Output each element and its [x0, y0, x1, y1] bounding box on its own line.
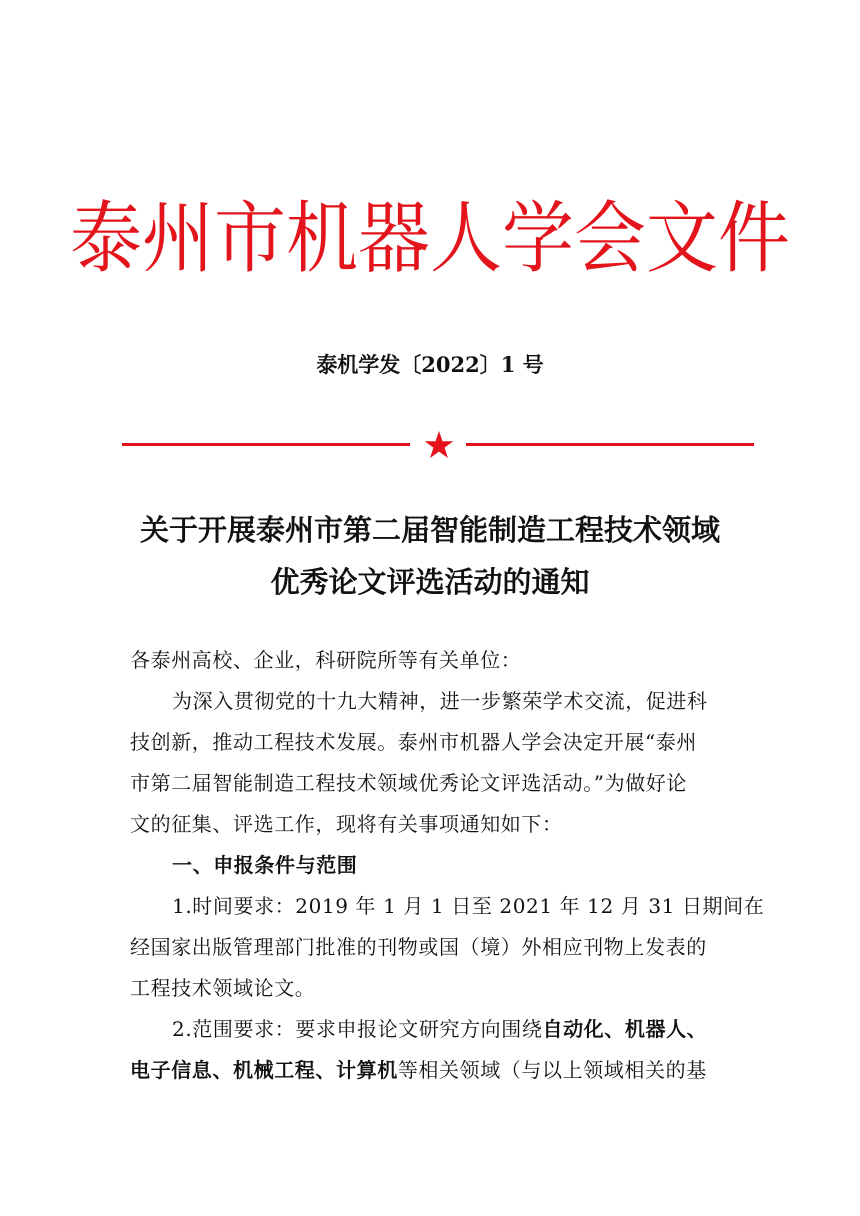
paragraph-line [130, 1050, 770, 1091]
paragraph-line [130, 1009, 770, 1050]
paragraph-line: 为深入贯彻党的十九大精神，进一步繁荣学术交流，促进科 [172, 689, 708, 713]
notice-title-line-2: 优秀论文评选活动的通知 [270, 565, 590, 599]
section-heading: 一、申报条件与范围 [172, 853, 358, 877]
paragraph-line: 技创新，推动工程技术发展。泰州市机器人学会决定开展“泰州 [130, 730, 698, 754]
paragraph-line: 文的征集、评选工作，现将有关事项通知如下： [130, 812, 563, 836]
red-star-icon [424, 431, 454, 459]
org-header-title: 泰州市机器人学会文件 [69, 192, 790, 284]
paragraph-line: 1.时间要求：2019 年 1 月 1 日至 2021 年 12 月 31 日期间在 [172, 894, 765, 918]
notice-title [0, 504, 860, 608]
item2-bold-fields: 自动化、机器人、 [542, 1017, 708, 1041]
red-divider [122, 431, 754, 457]
paragraph-line: 市第二届智能制造工程技术领域优秀论文评选活动。”为做好论 [130, 771, 688, 795]
item2-bold-fields: 电子信息、机械工程、计算机 [130, 1058, 398, 1082]
notice-body [130, 640, 770, 1091]
item2-suffix: 等相关领域（与以上领域相关的基 [397, 1058, 707, 1082]
divider-rule-right [466, 443, 754, 446]
notice-title-line-1: 关于开展泰州市第二届智能制造工程技术领域 [139, 513, 720, 547]
paragraph-line: 工程技术领域论文。 [130, 976, 316, 1000]
divider-rule-left [122, 443, 410, 446]
paragraph-line: 经国家出版管理部门批准的刊物或国（境）外相应刊物上发表的 [130, 935, 707, 959]
item2-prefix: 2.范围要求：要求申报论文研究方向围绕 [172, 1017, 543, 1041]
salutation: 各泰州高校、企业，科研院所等有关单位： [130, 648, 522, 672]
document-number: 泰机学发〔2022〕1 号 [316, 352, 544, 377]
